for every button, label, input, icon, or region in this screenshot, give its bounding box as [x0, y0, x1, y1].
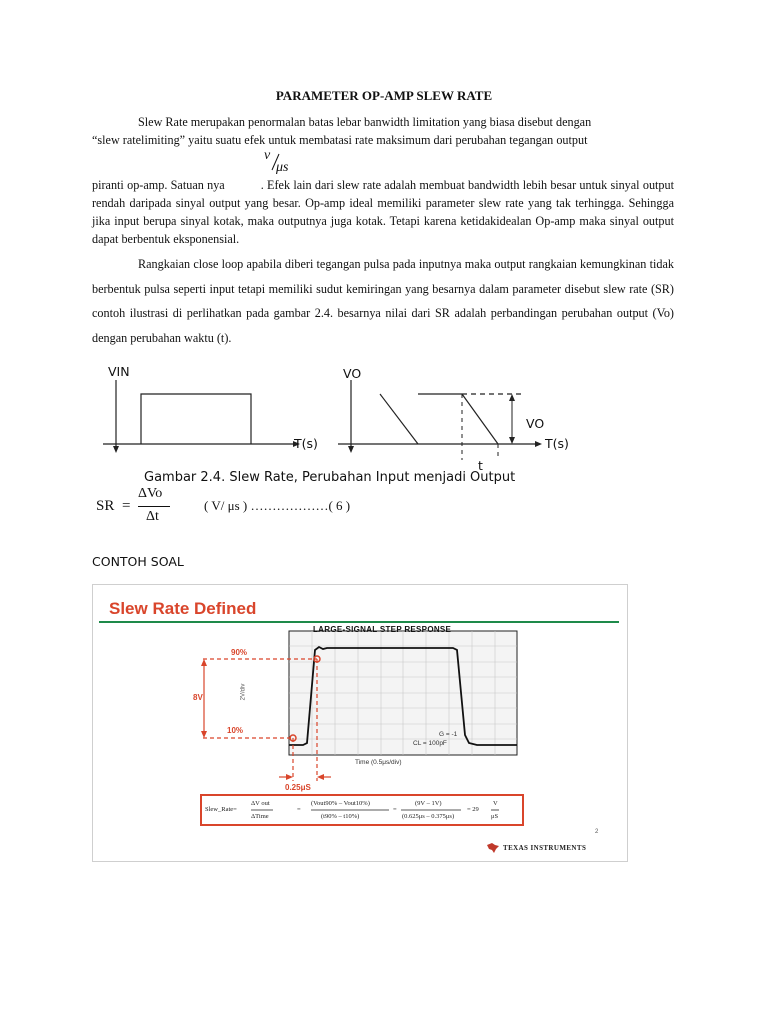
formula-times: (0.625μs – 0.375μs)	[402, 813, 455, 820]
p1-rest-b: . Efek lain dari slew rate adalah membuat bandwidth lebih besar untuk sinyal output rendah daripada sinyal output yang besar. Op-amp ideal memiliki parameter slew rate yang tak terhingga. Sehingga jika input berupa sinyal kotak, maka outputnya juga kotak. Tetapi karena ketidakidealan Op-amp maka sinyal output dapat berbentuk eksponensial.	[92, 178, 675, 246]
texas-logo-icon	[487, 843, 499, 853]
label-load-capacitance: CL = 100pF	[413, 740, 447, 747]
label-ts-2: T(s)	[545, 436, 569, 451]
unit-denominator: μs	[276, 160, 289, 175]
label-vin: VIN	[108, 364, 130, 379]
brand-name: TEXAS INSTRUMENTS	[503, 844, 587, 852]
scope-title: LARGE-SIGNAL STEP RESPONSE	[313, 625, 452, 634]
p2-text: Rangkaian close loop apabila diberi tegangan pulsa pada inputnya maka output rangkaian kemungkinan tidak berbentuk pulsa seperti input tetapi memiliki sudut kemiringan yang besarnya dalam parameter disebut slew rate (SR) contoh ilustrasi di perlihatkan pada gambar 2.4. besarnya nilai dari SR adalah perbandingan perubahan output (Vo) dengan perubahan waktu (t).	[92, 257, 674, 345]
figure-caption: Gambar 2.4. Slew Rate, Perubahan Input menjadi Output	[144, 470, 516, 485]
page-title: PARAMETER OP-AMP SLEW RATE	[275, 88, 493, 103]
brand-mark	[487, 843, 586, 853]
formula-label: Slew_Rate=	[205, 806, 237, 813]
formula-unit-v: V	[493, 800, 498, 807]
formula-delta-time: ΔTime	[251, 813, 269, 820]
slide-title: Slew Rate Defined	[109, 599, 257, 618]
slide-page-number: 2	[595, 829, 599, 835]
embedded-slide	[92, 584, 628, 862]
formula-unit-us: μS	[491, 813, 499, 820]
formula-equals-1: =	[297, 806, 301, 813]
section-heading-contoh-soal: CONTOH SOAL	[92, 554, 184, 569]
label-vo-axis: VO	[343, 366, 362, 381]
label-90-percent: 90%	[231, 648, 248, 657]
vo-plot	[338, 380, 545, 460]
p1-line1: Slew Rate merupakan penormalan batas lebar banwidth limitation yang biasa disebut dengan	[138, 115, 592, 129]
formula-units: ( V/ μs ) ………………( 6 )	[204, 498, 351, 513]
label-t: t	[478, 458, 483, 473]
formula-vout-diff: (Vout90% – Vout10%)	[311, 800, 370, 807]
label-vo-delta: VO	[526, 416, 545, 431]
formula-delta-v: ΔV out	[251, 800, 270, 807]
label-10-percent: 10%	[227, 726, 244, 735]
label-gain: G = -1	[439, 731, 458, 738]
label-8v: 8V	[193, 693, 203, 702]
paragraph-1-head	[92, 113, 674, 149]
label-2v-div: 2V/div	[240, 683, 247, 701]
formula-fraction-bar	[138, 506, 170, 507]
label-delta-time: 0.25μS	[285, 783, 311, 792]
paragraph-2	[92, 252, 674, 350]
formula-result: = 29	[467, 806, 479, 813]
p1-line2: “slew ratelimiting” yaitu suatu efek untuk membatasi rate maksimum dari perubahan tegangan output	[92, 133, 588, 147]
unit-numerator: v	[264, 148, 271, 163]
formula-equals-2: =	[393, 806, 397, 813]
formula-den: Δt	[146, 509, 159, 524]
formula-num: ΔVo	[138, 486, 163, 501]
formula-lhs: SR	[96, 498, 115, 514]
paragraph-1-rest	[92, 176, 674, 248]
label-time-axis: Time (0.5μs/div)	[355, 759, 402, 766]
formula-t-diff: (t90% – t10%)	[321, 813, 360, 820]
formula-volts: (9V – 1V)	[415, 800, 442, 807]
vin-plot	[103, 380, 300, 453]
formula-eq: =	[122, 498, 131, 514]
p1-rest-a: piranti op-amp. Satuan nya	[92, 178, 225, 192]
label-ts-1: T(s)	[294, 436, 318, 451]
formula-sr	[96, 486, 396, 528]
